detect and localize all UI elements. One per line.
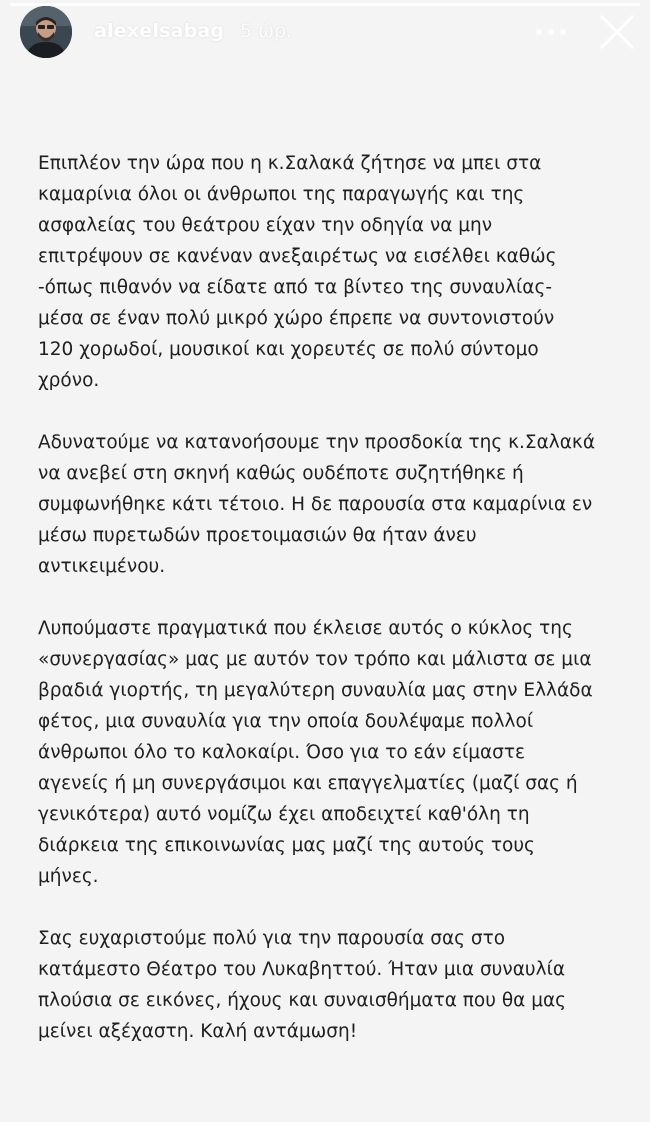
- text-line: μείνει αξέχαστη. Καλή αντάμωση!: [38, 1021, 358, 1042]
- text-paragraph: [38, 148, 623, 396]
- story-username[interactable]: alexelsabag: [94, 20, 225, 42]
- text-line: άνθρωποι όλο το καλοκαίρι. Όσο για το εάν είμαστε: [38, 742, 526, 763]
- text-line: μέσω πυρετωδών προετοιμασιών θα ήταν άνευ: [38, 525, 477, 546]
- text-paragraph: [38, 613, 623, 892]
- text-line: αντικειμένου.: [38, 556, 166, 577]
- text-line: διάρκεια της επικοινωνίας μας μαζί της αυτούς τους: [38, 835, 535, 856]
- text-line: κατάμεστο Θέατρο του Λυκαβηττού. Ήταν μια συναυλία: [38, 959, 566, 980]
- text-line: Σας ευχαριστούμε πολύ για την παρουσία σας στο: [38, 928, 506, 949]
- text-line: συμφωνήθηκε κάτι τέτοιο. Η δε παρουσία στα καμαρίνια εν: [38, 494, 593, 515]
- person-avatar-icon[interactable]: [20, 6, 72, 58]
- text-line: 120 χορωδοί, μουσικοί και χορευτές σε πολύ σύντομο: [38, 339, 539, 360]
- text-line: Αδυνατούμε να κατανοήσουμε την προσδοκία της κ.Σαλακά: [38, 432, 596, 453]
- text-line: Λυπούμαστε πραγματικά που έκλεισε αυτός ο κύκλος της: [38, 618, 573, 639]
- text-paragraph: [38, 427, 623, 582]
- text-line: αγενείς ή μη συνεργάσιμοι και επαγγελματίες (μαζί σας ή: [38, 773, 578, 794]
- text-line: βραδιά γιορτής, τη μεγαλύτερη συναυλία μας στην Ελλάδα: [38, 680, 593, 701]
- text-line: χρόνο.: [38, 370, 100, 391]
- text-line: γενικότερα) αυτό νομίζω έχει αποδειχτεί καθ'όλη τη: [38, 804, 530, 825]
- story-header: [0, 0, 650, 68]
- text-line: μέσα σε έναν πολύ μικρό χώρο έπρεπε να συντονιστούν: [38, 308, 555, 329]
- text-line: φέτος, μια συναυλία για την οποία δουλέψαμε πολλοί: [38, 711, 534, 732]
- text-line: επιτρέψουν σε κανέναν ανεξαιρέτως να εισέλθει καθώς: [38, 246, 557, 267]
- story-text-content: [38, 148, 623, 1078]
- close-icon[interactable]: [597, 12, 637, 52]
- text-line: -όπως πιθανόν να είδατε από τα βίντεο της συναυλίας-: [38, 277, 553, 298]
- text-paragraph: [38, 923, 623, 1047]
- text-line: ασφαλείας του θεάτρου είχαν την οδηγία να μην: [38, 215, 493, 236]
- more-horizontal-icon[interactable]: [533, 20, 569, 44]
- text-line: πλούσια σε εικόνες, ήχους και συναισθήματα που θα μας: [38, 990, 567, 1011]
- text-line: να ανεβεί στη σκηνή καθώς ουδέποτε συζητήθηκε ή: [38, 463, 524, 484]
- story-timestamp: 5 ώρ.: [240, 20, 293, 42]
- text-line: Επιπλέον την ώρα που η κ.Σαλακά ζήτησε να μπει στα: [38, 153, 542, 174]
- text-line: καμαρίνια όλοι οι άνθρωποι της παραγωγής και της: [38, 184, 525, 205]
- text-line: «συνεργασίας» μας με αυτόν τον τρόπο και μάλιστα σε μια: [38, 649, 592, 670]
- text-line: μήνες.: [38, 866, 99, 887]
